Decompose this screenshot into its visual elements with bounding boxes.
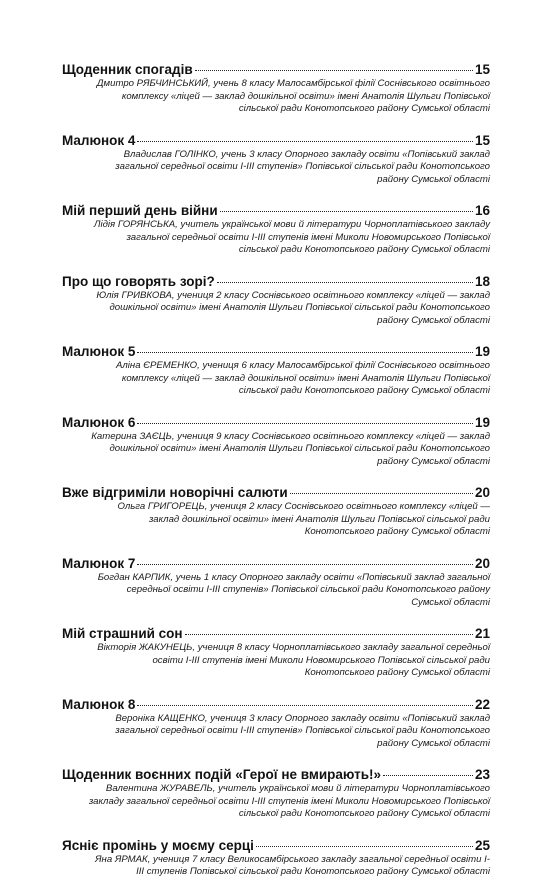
toc-entry-author: Владислав ГОЛІНКО, учень 3 класу Опорного закладу освіти «Попівський заклад загальної середньої освіти І-ІІІ ступенів» Попівської сільської ради Конотопського району Сумської області: [115, 148, 490, 185]
toc-entry-page-number: 25: [474, 837, 490, 853]
toc-entry: [62, 133, 490, 187]
toc-entry-title: Малюнок 5: [62, 344, 136, 359]
dot-leader: [137, 705, 473, 706]
toc-entry: [62, 767, 490, 821]
toc-entry-author: Дмитро РЯБЧИНСЬКИЙ, учень 8 класу Малосамбірської філії Соснівського освітнього комплексу «ліцей — заклад дошкільної освіти» імені Анатолія Шульги Попівської сільської ради Конотопського району Сумської області: [96, 78, 490, 114]
dot-leader: [256, 846, 473, 847]
toc-entry-page-number: 22: [474, 696, 490, 712]
toc-entry-author: Юлія ГРИВКОВА, учениця 2 класу Соснівського освітнього комплексу «ліцей — заклад дошкільної освіти» імені Анатолія Шульги Попівської сільської ради Конотопського району Сумської області: [96, 289, 490, 326]
toc-entry-title: Ясніє промінь у моєму серці: [62, 837, 254, 853]
toc-entry-title-row: [62, 697, 490, 713]
dot-leader: [137, 564, 473, 565]
dot-leader: [137, 423, 473, 424]
toc-entry-title: Мій перший день війни: [62, 203, 218, 218]
toc-entry-title-row: [62, 133, 490, 149]
toc-entry-title: Щоденник воєнних подій «Герої не вмирають!»: [62, 767, 382, 782]
toc-entry: [62, 344, 490, 398]
toc-entry-title-row: [62, 344, 490, 360]
toc-entry: [62, 274, 490, 328]
toc-entry-author: Катерина ЗАЄЦЬ, учениця 9 класу Соснівського освітнього комплексу «ліцей — заклад дошкільної освіти» імені Анатолія Шульги Попівської сільської ради Конотопського району Сумської області: [91, 430, 490, 467]
toc-entry-title: Щоденник спогадів: [62, 62, 193, 77]
toc-entry-title-row: [62, 556, 490, 572]
toc-entry-title: Малюнок 6: [62, 414, 136, 430]
toc-entry-page-number: 15: [474, 62, 490, 77]
toc-entry-title-row: [62, 415, 490, 431]
toc-entry-title-row: [62, 62, 490, 78]
toc-entry-title: Малюнок 4: [62, 132, 136, 148]
toc-entry-page-number: 18: [474, 273, 490, 289]
toc-entry-author: Ольга ГРИГОРЕЦЬ, учениця 2 класу Соснівського освітнього комплексу «ліцей — заклад дошкільної освіти» імені Анатолія Шульги Попівської сільської ради Конотопського району Сумської області: [117, 501, 490, 537]
dot-leader: [217, 282, 473, 283]
toc-entry-page-number: 15: [474, 132, 490, 148]
dot-leader: [290, 493, 473, 494]
toc-entry-page-number: 20: [474, 485, 490, 500]
toc-entry: [62, 62, 490, 116]
dot-leader: [185, 634, 473, 635]
toc-entry-page-number: 16: [474, 203, 490, 218]
toc-entry-author: Яна ЯРМАК, учениця 7 класу Великосамбірського закладу загальної середньої освіти І-ІІІ ступенів Попівської сільської ради Конотопського району Сумської області: [95, 853, 490, 877]
dot-leader: [220, 211, 473, 212]
toc-entry-author: Аліна ЄРЕМЕНКО, учениця 6 класу Малосамбірської філії Соснівського освітнього комплексу «ліцей — заклад дошкільної освіти» імені Анатолія Шульги Попівської сільської ради Конотопського району Сумської області: [115, 360, 490, 396]
toc-entry-title-row: [62, 626, 490, 642]
toc-entry-title-row: [62, 203, 490, 219]
toc-entry: [62, 626, 490, 680]
toc-entry-title-row: [62, 485, 490, 501]
toc-entry-author: Вікторія ЖАКУНЕЦЬ, учениця 8 класу Чорноплатівського закладу загальної середньої освіти І-ІІІ ступенів імені Миколи Новомирського Попівської сільської ради Конотопського району Сумської області: [97, 642, 490, 678]
toc-entry: [62, 697, 490, 751]
toc-entry: [62, 485, 490, 539]
toc-entry-title-row: [62, 767, 490, 783]
toc-entry: [62, 415, 490, 469]
toc-entry-title-row: [62, 838, 490, 854]
toc-entry-author: Богдан КАРПИК, учень 1 класу Опорного закладу освіти «Попівський заклад загальної середньої освіти І-ІІІ ступенів» Попівської сільської ради Конотопського району Сумської області: [97, 571, 490, 608]
toc-entry-title: Про що говорять зорі?: [62, 273, 215, 289]
table-of-contents: [62, 62, 490, 896]
toc-entry-author: Вероніка КАЩЕНКО, учениця 3 класу Опорного закладу освіти «Попівський заклад загальної середньої освіти І-ІІІ ступенів» Попівської сільської ради Конотопського району Сумської області: [115, 712, 490, 749]
toc-entry-page-number: 19: [474, 414, 490, 430]
toc-entry-page-number: 20: [474, 555, 490, 571]
toc-entry-page-number: 21: [474, 626, 490, 641]
toc-entry-title: Малюнок 7: [62, 555, 136, 571]
dot-leader: [195, 70, 473, 71]
toc-entry: [62, 203, 490, 257]
toc-entry-author: Валентина ЖУРАВЕЛЬ, учитель української мови й літератури Чорноплатівського закладу загальної середньої освіти І-ІІІ ступенів імені Миколи Новомирського Попівської сільської ради Конотопського району Сумської області: [88, 783, 490, 819]
toc-entry-title: Мій страшний сон: [62, 626, 183, 641]
toc-entry-title: Малюнок 8: [62, 696, 136, 712]
dot-leader: [137, 352, 473, 353]
toc-entry-page-number: 19: [474, 344, 490, 359]
toc-entry-page-number: 23: [474, 767, 490, 782]
toc-entry-author: Лідія ГОРЯНСЬКА, учитель української мови й літератури Чорноплатівського закладу загальної середньої освіти І-ІІІ ступенів імені Миколи Новомирського Попівської сільської ради Конотопського району Сумської області: [93, 219, 490, 255]
toc-entry-title: Вже відгриміли новорічні салюти: [62, 485, 288, 500]
toc-entry-title-row: [62, 274, 490, 290]
toc-entry: [62, 838, 490, 879]
dot-leader: [137, 141, 473, 142]
toc-entry: [62, 556, 490, 610]
dot-leader: [383, 775, 473, 776]
